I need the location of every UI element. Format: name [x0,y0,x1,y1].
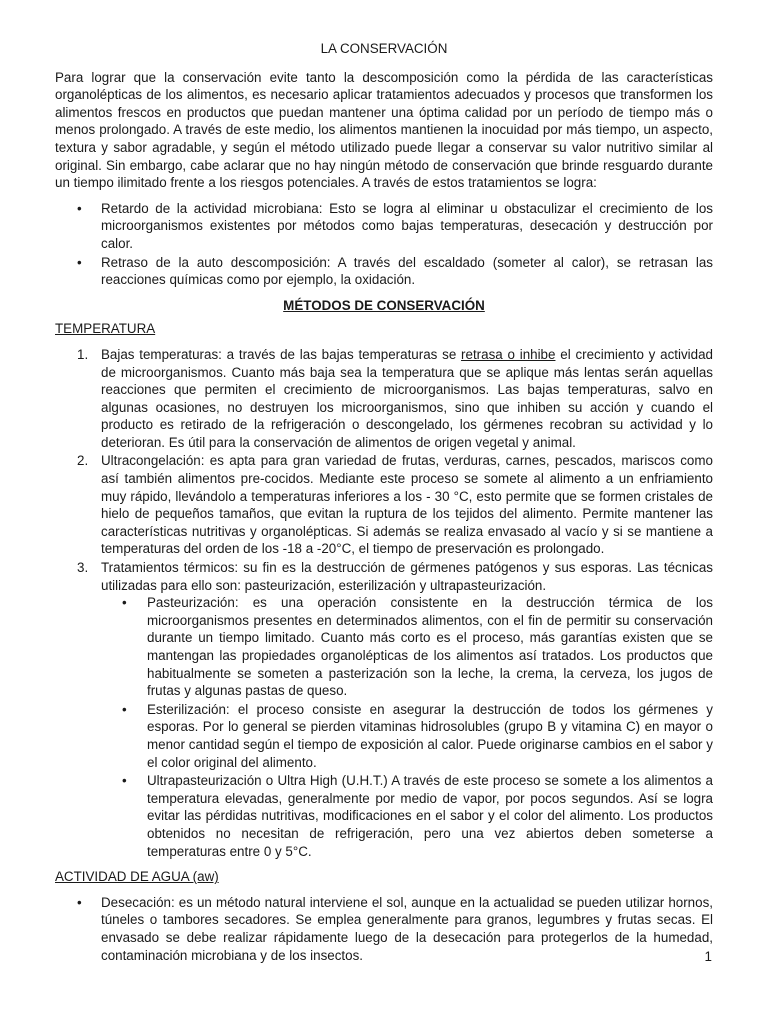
temperature-methods-list [55,346,713,860]
list-number: 3. [77,560,89,576]
water-activity-heading: ACTIVIDAD DE AGUA (aw) [55,869,219,885]
list-item [55,200,713,253]
sub-list-item-text: Esterilización: el proceso consiste en asegurar la destrucción de todos los gérmenes y esporas. Por lo general se pierden vitaminas hidrosolubles (grupo B y vitamina C) en mayor o menor cantidad según el tiempo de exposición al calor. Puede originarse cambios en el sabor y el color original del alimento. [147,701,713,770]
document-page [55,40,713,972]
list-item [55,452,713,558]
methods-heading: MÉTODOS DE CONSERVACIÓN [283,297,485,313]
list-item-text: Tratamientos térmicos: su fin es la destrucción de gérmenes patógenos y sus esporas. Las técnicas utilizadas para ello son: pasteurización, esterilización y ultrapasteurización. [101,560,713,593]
document-title: LA CONSERVACIÓN [320,41,448,56]
sub-list-item [101,701,713,771]
list-item-text-end: el crecimiento y actividad de microorganismos. Cuanto más baja sea la temperatura que se aplique más lentas serán aquellas reacciones que permiten el crecimiento de microorganismos. Las bajas temperaturas, salvo en algunas ocasiones, no destruyen los microorganismos, sino que inhiben su acción y cuando el producto es retirado de la refrigeración o descongelado, los gérmenes recobran su actividad y lo deterioran. Es útil para la conservación de alimentos de origen vegetal y animal. [101,346,713,450]
list-item [55,559,713,860]
thermal-treatments-list [101,594,713,860]
list-item-text: Retraso de la auto descomposición: A través del escaldado (someter al calor), se retrasan las reacciones químicas como por ejemplo, la oxidación. [101,254,713,288]
bullet-icon: • [77,254,82,270]
sub-list-item-text: Pasteurización: es una operación consistente en la destrucción térmica de los microorganismos presentes en determinados alimentos, con el fin de permitir su conservación durante un tiempo limitado. Cuanto más corto es el proceso, más garantías existen que se mantengan las propiedades organolépticas de los alimentos así tratados. Los productos que habitualmente se someten a pasterización son la leche, la crema, la cerveza, los jugos de frutas y algunas pastas de queso. [147,595,713,699]
list-number: 1. [77,346,89,362]
list-item [55,254,713,289]
bullet-icon: • [122,595,127,611]
list-item [55,346,713,452]
list-number: 2. [77,453,89,469]
list-item [55,894,713,964]
objectives-list [55,200,713,289]
sub-list-item [101,772,713,860]
list-item-text: Ultracongelación: es apta para gran variedad de frutas, verduras, carnes, pescados, mariscos como así también alimentos pre-cocidos. Mediante este proceso se somete al alimento a un enfriamiento muy rápido, llevándolo a temperaturas inferiores a los - 30 °C, esto permite que se formen cristales de hielo de pequeños tamaños, que evitan la ruptura de los tejidos del alimento. Permite mantener las características nutritivas y organolépticas. Si además se realiza envasado al vacío y si se mantiene a temperaturas del orden de los -18 a -20°C, el tiempo de preservación es prolongado. [101,453,713,557]
list-item-text: Retardo de la actividad microbiana: Esto se logra al eliminar u obstaculizar el crecimiento de los microorganismos existentes por métodos como bajas temperaturas, desecación y destrucción por calor. [101,200,713,251]
intro-paragraph: Para lograr que la conservación evite tanto la descomposición como la pérdida de las características organolépticas de los alimentos, es necesario aplicar tratamientos adecuados y procesos que transformen los alimentos frescos en productos que puedan mantener una óptima calidad por un período de tiempo más o menos prolongado. A través de este medio, los alimentos mantienen la inocuidad por más tiempo, un aspecto, textura y sabor agradable, y según el método utilizado puede llegar a conservar su valor nutritivo similar al original. Sin embargo, cabe aclarar que no hay ningún método de conservación que brinde resguardo durante un tiempo ilimitado frente a los riesgos potenciales. A través de estos tratamientos se logra: [55,69,713,191]
bullet-icon: • [77,200,82,216]
list-item-text-start: Bajas temperaturas: a través de las bajas temperaturas se [101,346,462,362]
list-item-text: Desecación: es un método natural interviene el sol, aunque en la actualidad se pueden utilizar hornos, túneles o tambores secadores. Se emplea generalmente para granos, legumbres y frutas secas. El envasado se debe realizar rápidamente luego de la desecación para protegerlos de la humedad, contaminación microbiana y de los insectos. [101,894,713,963]
bullet-icon: • [77,894,82,910]
bullet-icon: • [122,773,127,789]
water-activity-list [55,894,713,964]
bullet-icon: • [122,701,127,717]
sub-list-item [101,594,713,700]
page-number: 1 [704,949,712,964]
temperature-heading: TEMPERATURA [55,321,156,337]
sub-list-item-text: Ultrapasteurización o Ultra High (U.H.T.) A través de este proceso se somete a los alimentos a temperatura elevadas, generalmente por medio de vapor, por pocos segundos. Así se logra evitar las pérdidas nutritivas, modificaciones en el sabor y el color del alimento. Los productos obtenidos no necesitan de refrigeración, pero una vez abiertos deben someterse a temperaturas entre 0 y 5°C. [147,773,713,859]
underlined-phrase: retrasa o inhibe [461,346,556,362]
